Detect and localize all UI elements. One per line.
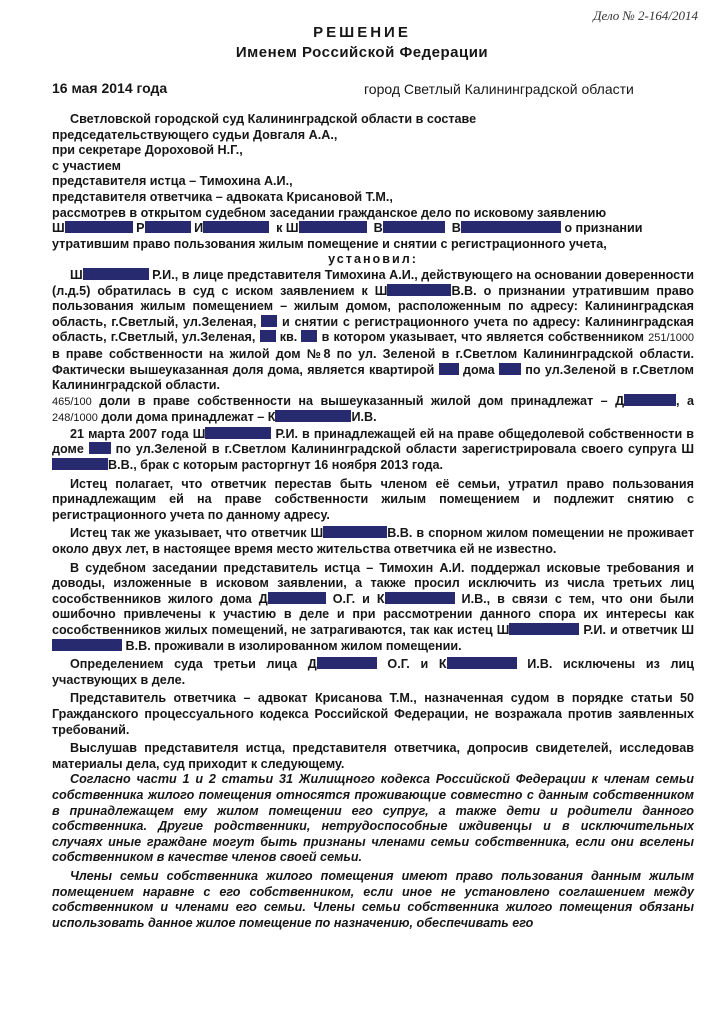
redaction-block	[323, 526, 387, 538]
intro-participation: с участием	[52, 158, 121, 173]
paragraph-defendant-absence: Истец так же указывает, что ответчик Ш В.В. в спорном жилом помещении не проживает около двух лет, в настоящее время место жительства ответчика ей не известно.	[52, 526, 694, 557]
intro-secretary: при секретаре Дороховой Н.Г.,	[52, 143, 243, 158]
redaction-block	[145, 221, 191, 233]
document-body	[52, 112, 694, 931]
paragraph-law-rights: Члены семьи собственника жилого помещения имеют право пользования данным жилым помещением наравне с его собственником, если иное не установлено соглашением между собственником и членами его семьи. Члены семьи собственника жилого помещения обязаны использовать данное жилое помещение по назначению, обеспечивать его	[52, 868, 694, 930]
redaction-block	[439, 363, 459, 375]
redaction-block	[203, 221, 269, 233]
redaction-block	[205, 427, 271, 439]
redaction-block	[509, 623, 579, 635]
redaction-block	[317, 657, 377, 669]
intro-considered: рассмотрев в открытом судебном заседании гражданское дело по исковому заявлению	[52, 205, 607, 220]
redaction-block	[385, 592, 455, 604]
redaction-block	[260, 330, 276, 342]
redaction-block	[52, 639, 122, 651]
intro-parties: Ш Р И к Ш В В о признании	[52, 221, 643, 236]
paragraph-hearing: В судебном заседании представитель истца – Тимохин А.И. поддержал исковые требования и доводы, изложенные в исковом заявлении, а также просил исключить из числа третьих лиц сособственников жилого дома Д О.Г. и К И.В., в связи с тем, что они были ошибочно привлечены к участию в деле и при рассмотрении данного спора их интересы как сособственников жилых помещений, не затрагиваются, так как истец Ш Р.И. и ответчик Ш В.В. проживали в изолированном жилом помещении.	[52, 560, 694, 653]
redaction-block	[299, 221, 367, 233]
intro-claim-subject: утратившим право пользования жилым помещение и снятии с регистрационного учета,	[52, 236, 607, 251]
decision-date: 16 мая 2014 года	[52, 80, 168, 96]
paragraph-plaintiff-position: Истец полагает, что ответчик перестав быть членом её семьи, утратил право пользования принадлежащим ей на праве собственности жилым помещением и подлежит снятию с регистрационного учета по данному адресу.	[52, 476, 694, 522]
document-title: РЕШЕНИЕ	[313, 24, 411, 41]
redaction-block	[261, 315, 277, 327]
redaction-block	[447, 657, 517, 669]
redaction-block	[268, 592, 326, 604]
redaction-block	[83, 268, 149, 280]
intro-plaintiff-rep: представителя истца – Тимохина А.И.,	[52, 174, 293, 189]
redaction-block	[89, 442, 111, 454]
case-number: Дело № 2-164/2014	[593, 8, 698, 23]
paragraph-hearing-summary: Выслушав представителя истца, представителя ответчика, допросив свидетелей, исследовав материалы дела, суд приходит к следующему.	[52, 741, 694, 771]
paragraph-court-ruling: Определением суда третьи лица Д О.Г. и К И.В. исключены из лиц участвующих в деле.	[52, 657, 694, 687]
decision-city: город Светлый Калининградской области	[364, 81, 634, 97]
intro-judge: председательствующего судьи Довгаля А.А.,	[52, 127, 338, 142]
redaction-block	[301, 330, 317, 342]
redaction-block	[275, 410, 351, 422]
redaction-block	[383, 221, 445, 233]
redaction-block	[65, 221, 133, 233]
redaction-block	[52, 458, 108, 470]
redaction-block	[624, 394, 676, 406]
redaction-block	[387, 284, 451, 296]
paragraph-claim: Ш Р.И., в лице представителя Тимохина А.И., действующего на основании доверенности (л.д.5) обратилась в суд с иском заявлением к Ш В.В. о признании утратившим право пользования жилым помещением – жилым домом, расположенным по адресу: Калининградская область, г.Светлый, ул.Зеленая, и снятии с регистрационного учета по адресу: Калининградская область, г.Светлый, ул.Зеленая, кв. в котором указывает, что является собственником 251/1000 в праве собственности на жилой дом №8 по ул. Зеленой в г.Светлом Калининградской области. Фактически вышеуказанная доля дома, является квартирой дома по ул.Зеленой в г.Светлом Калининградской области.	[52, 267, 695, 393]
paragraph-shares: 465/100 доли в праве собственности на вышеуказанный жилой дом принадлежат – Д , а 248/1000 доли дома принадлежат – К И.В.	[52, 393, 694, 425]
intro-court: Светловской городской суд Калининградской области в составе	[70, 112, 477, 126]
intro-defendant-rep: представителя ответчика – адвоката Крисановой Т.М.,	[52, 189, 393, 204]
paragraph-law-family-members: Согласно части 1 и 2 статьи 31 Жилищного кодекса Российской Федерации к членам семьи собственника жилого помещения относятся проживающие совместно с данным собственником в принадлежащем ему жилом помещении его супруг, а также дети и родители данного собственника. Другие родственники, нетрудоспособные иждивенцы и в исключительных случаях иные граждане могут быть признаны членами семьи собственника, если они вселены собственником в качестве членов своей семьи.	[52, 772, 694, 865]
redaction-block	[499, 363, 521, 375]
document-subtitle: Именем Российской Федерации	[235, 44, 489, 61]
established-heading: установил:	[328, 252, 418, 267]
redaction-block	[461, 221, 561, 233]
paragraph-defendant-rep: Представитель ответчика – адвокат Крисанова Т.М., назначенная судом в порядке статьи 50 Гражданского процессуального кодекса Российской Федерации, не возражала против заявленных требований.	[52, 691, 694, 737]
paragraph-registration: 21 марта 2007 года Ш Р.И. в принадлежащей ей на праве общедолевой собственности в доме по ул.Зеленой в г.Светлом Калининградской области зарегистрировала своего супруга ШВ.В., брак с которым расторгнут 16 ноября 2013 года.	[52, 426, 695, 473]
